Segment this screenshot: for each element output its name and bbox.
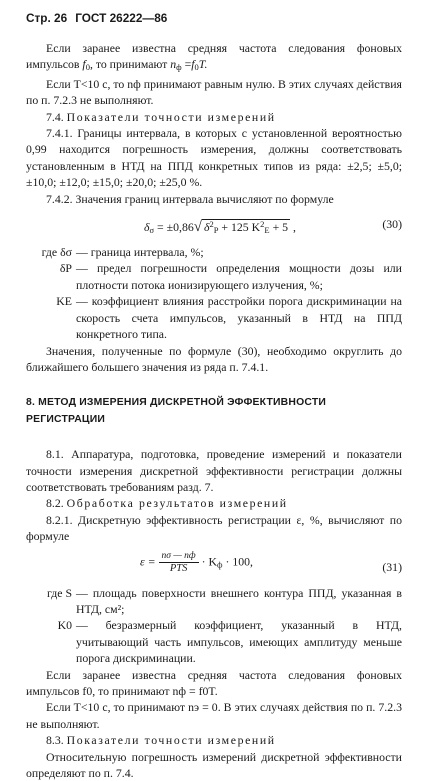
page-header [26, 10, 167, 26]
paragraph-relative-error: Относительную погрешность измерений дискретной эффективности определяют по п. 7.4. [26, 749, 402, 781]
formula-31: ε = $\frac{n\sigma — nф}{\text{PTS}}$ · $K_ф \cdot 100$, (31) [140, 550, 402, 574]
page-number: Стр. 26 [26, 11, 68, 25]
section-7-4-heading: 7.4. Показатели точности измерений [46, 109, 276, 124]
section-7-4-1: 7.4.1. Границы интервала, в которых с установленной вероятностью 0,99 находится погрешность измерения, должны соответствовать установленным в НТД на ППД конкретных типов из ряда: ±2,5; ±5,0; ±10,0; ±12,0; ±15,0; ±20,0; ±25,0 %. [26, 126, 402, 190]
paragraph-time-condition: Если T<10 с, то nф принимают равным нулю. В этих случаях действия по п. 7.2.3 не выполняют. [26, 76, 402, 108]
page-body [26, 40, 402, 781]
formula-30-number: (30) [382, 217, 402, 232]
section-8-2-1: 8.2.1. Дискретную эффективность регистрации ε, %, вычисляют по формуле [26, 512, 402, 544]
formula-31-definitions [26, 585, 402, 667]
paragraph-background-frequency-2: Если заранее известна средняя частота следования фоновых импульсов f0, то принимают nф = f0T. [26, 667, 402, 698]
section-8-heading: 8. МЕТОД ИЗМЕРЕНИЯ ДИСКРЕТНОЙ ЭФФЕКТИВНОСТИ РЕГИСТРАЦИИ [26, 397, 327, 425]
definition-row: δP — предел погрешности определения мощности дозы или плотности потока ионизирующего излучения, %; [59, 261, 402, 292]
definition-row: где S — площадь поверхности внешнего контура ППД, указанная в НТД, см²; [47, 585, 402, 616]
formula-30: $\delta_\sigma = \pm 0,86√$ $\delta^2_P + 125$ $K^2_E + 5$ , (30) [144, 217, 402, 236]
formula-31-number: (31) [382, 559, 402, 574]
paragraph-background-frequency: Если заранее известна средняя частота следования фоновых импульсов $f_0$, то принимают $n_ф =f_0T$. [26, 41, 402, 73]
paragraph-rounding: Значения, полученные по формуле (30), необходимо округлить до ближайшего большего значения из ряда п. 7.4.1. [26, 343, 402, 374]
paragraph-time-condition-2: Если T<10 с, то принимают nэ = 0. В этих случаях действия по п. 7.2.3 не выполняют. [26, 700, 402, 731]
formula-30-definitions [26, 244, 402, 342]
section-8-1: 8.1. Аппаратура, подготовка, проведение измерений и показатели точности измерения дискретной эффективности регистрации должны соответствовать требованиям разд. 7. [26, 447, 402, 494]
definition-row: KE — коэффициент влияния расстройки порога дискриминации на скорость счета импульсов, указанный в НТД на ППД конкретного типа. [56, 294, 402, 342]
section-8-2-heading: 8.2. Обработка результатов измерений [46, 496, 288, 511]
section-7-4-2: 7.4.2. Значения границ интервала вычисляют по формуле [46, 191, 334, 206]
definition-row: K0 — безразмерный коэффициент, указанный в НТД, учитывающий часть импульсов, имеющих амплитуду меньше порога дискриминации. [57, 618, 402, 666]
definition-row: где δσ — граница интервала, %; [41, 245, 204, 260]
standard-number: ГОСТ 26222—86 [75, 11, 168, 25]
section-8-3-heading: 8.3. Показатели точности измерений [46, 733, 276, 748]
